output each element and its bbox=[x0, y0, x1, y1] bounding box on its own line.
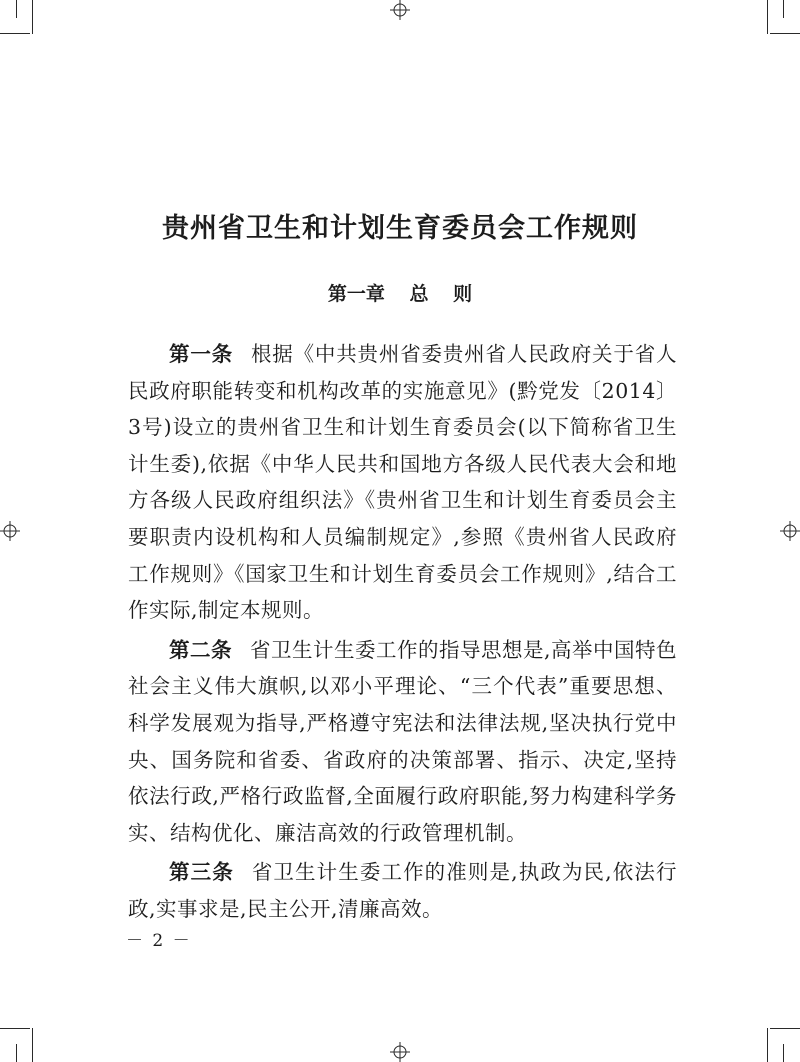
article-text: 省卫生计生委工作的准则是,执政为民,依法行政,实事求是,民主公开,清廉高效。 bbox=[128, 860, 677, 921]
crop-mark-top-right-vertical bbox=[767, 0, 768, 34]
article-3 bbox=[128, 854, 677, 927]
crop-mark-bottom-left-inner bbox=[16, 1044, 17, 1062]
document-title: 贵州省卫生和计划生育委员会工作规则 bbox=[162, 213, 638, 244]
article-label: 第三条 bbox=[169, 860, 234, 885]
registration-mark-top-icon bbox=[390, 0, 410, 20]
crop-mark-top-right-inner bbox=[783, 0, 784, 18]
crop-mark-bottom-right-vertical bbox=[767, 1028, 768, 1062]
crop-mark-top-left-horizontal bbox=[0, 33, 30, 34]
registration-mark-left-icon bbox=[0, 521, 20, 541]
registration-mark-right-icon bbox=[780, 521, 800, 541]
article-2 bbox=[128, 632, 677, 852]
article-text: 省卫生计生委工作的指导思想是,高举中国特色社会主义伟大旗帜,以邓小平理论、“三个代表”重要思想、科学发展观为指导,严格遵守宪法和法律法规,坚决执行党中央、国务院和省委、省政府的决策部署、指示、决定,坚持依法行政,严格行政监督,全面履行政府职能,努力构建科学务实、结构优化、廉洁高效的行政管理机制。 bbox=[128, 637, 678, 845]
article-1 bbox=[128, 336, 677, 629]
crop-mark-bottom-left-horizontal bbox=[0, 1028, 30, 1029]
chapter-heading: 第一章 总 则 bbox=[327, 283, 473, 305]
crop-mark-bottom-right-horizontal bbox=[770, 1028, 800, 1029]
crop-mark-top-left-vertical bbox=[32, 0, 33, 34]
crop-mark-bottom-left-vertical bbox=[32, 1028, 33, 1062]
crop-mark-top-left-inner bbox=[16, 0, 17, 18]
document-body bbox=[128, 336, 677, 931]
crop-mark-bottom-right-inner bbox=[783, 1044, 784, 1062]
article-label: 第一条 bbox=[169, 342, 233, 366]
crop-mark-top-right-horizontal bbox=[770, 33, 800, 34]
article-label: 第二条 bbox=[169, 637, 232, 662]
page-number: － 2 － bbox=[126, 931, 192, 951]
article-text: 根据《中共贵州省委贵州省人民政府关于省人民政府职能转变和机构改革的实施意见》(黔党发〔2014〕3号)设立的贵州省卫生和计划生育委员会(以下简称省卫生计生委),依据《中华人民共和国地方各级人民代表大会和地方各级人民政府组织法》《贵州省卫生和计划生育委员会主要职责内设机构和人员编制规定》,参照《贵州省人民政府工作规则》《国家卫生和计划生育委员会工作规则》,结合工作实际,制定本规则。 bbox=[128, 342, 678, 623]
registration-mark-bottom-icon bbox=[390, 1042, 410, 1062]
